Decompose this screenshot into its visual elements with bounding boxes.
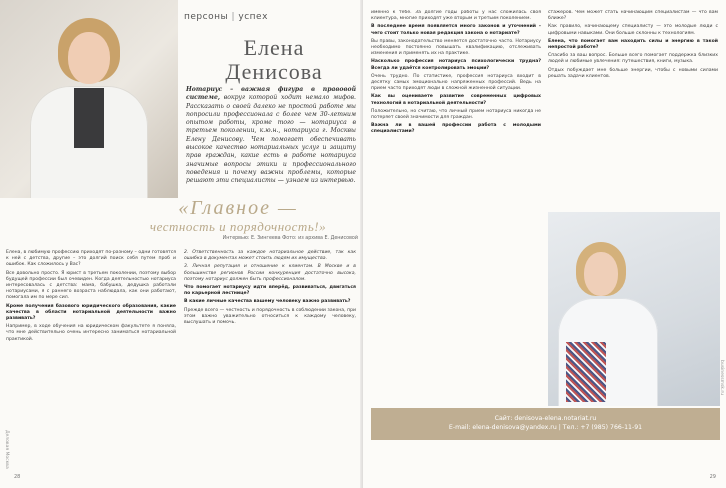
paragraph: именно к тебе. За долгие годы работы у нас сложилась своя клиентура, многие приходят уже вторым и третьим поколением. [371,10,541,22]
intro-paragraph [186,86,356,186]
question: В какие личные качества вашему человеку важно развивать? [184,299,351,305]
paragraph: Например, в ходе обучения на юридическом факультете я поняла, что мне действительно очень интересно заниматься нотариальной практикой. [6,324,176,342]
paragraph: 2. Ответственность за каждое нотариальное действие, так как ошибка в документах может стоить людям их имущества. [184,250,356,262]
last-name: Денисова [225,59,323,84]
portrait-photo [0,0,178,198]
question: Как вы оцениваете развитие современных цифровых технологий в нотариальной деятельности? [371,94,541,106]
paragraph: стажеров. Чем может стать начинающим специалистам — что вам ближе? [548,10,718,22]
paragraph: Спасибо за ваш вопрос. Больше всего помогает поддержка близких людей и любимые увлечения: путешествия, книги, музыка. [548,53,718,65]
question: Елена, что помогает вам находить силы и энергию в такой непростой работе? [548,38,718,51]
paragraph: 3. Личная репутация и отношение к клиентам. В Москве и в большинстве регионов России конкуренция достаточно высока, поэтому нотариус должен быть профессионалом. [184,264,356,282]
contact-box [371,408,720,440]
intro-text: вокруг которой ходит немало мифов. Рассказать о своей далеко не простой работе мы попросили профессионала с более чем 30-летним опытом работы, кроме того — нотариуса в третьем поколении, к.ю.н., нотариуса г. Москвы Елену Денисову. Чем помогает обеспечивать высокое качество нотариальных услуг и защиту прав граждан, какие есть в работе нотариуса значимые вопросы этики и профессионального поведения и почему важны проблемы, которые решают эти специалисты — узнаем из интервью. [186,94,356,185]
first-name: Елена [243,35,305,60]
photo-credits: Интервью: Е. Зингеева Фото: из архива Е. Денисовой [222,236,358,241]
page-number-right: 29 [709,474,716,480]
left-column-1 [6,250,176,345]
page-number-left: 28 [14,474,21,480]
subsection-name: успех [238,12,268,22]
paragraph: Елена, в любимую профессию приходят по-разному – одни готовятся к ней с детства, другие – это долгий поиск себя путем проб и ошибок. Как сложилось у Вас? [6,250,176,268]
intro-lead: Нотариус – важная фигура в правовой системе, [186,86,356,102]
paragraph: Прежде всего — честность и порядочность в соблюдении закона, при этом важно уважительно относиться к каждому человеку, выслушать и помочь. [184,307,356,326]
question: В последнее время появляется много законов и уточнений – чего стоит только новая редакция закона о нотариате? [371,24,541,36]
paragraph: Положительно, но считаю, что личный прием нотариуса никогда не потеряет своей значимости для граждан. [371,108,541,121]
quote-line-1: «Главное — [178,197,298,219]
spine-text-right: businessmsk.ru [719,360,724,396]
person-name [190,36,358,84]
section-separator: | [231,12,236,22]
contact-email-phone: E-mail: elena-denisova@yandex.ru | Тел.: +7 (985) 766-11-91 [448,424,643,431]
paragraph: Как правило, начинающему специалисту — это молодые люди с цифровыми навыками. Они больше склонны к технологиям. [548,24,718,36]
paragraph: Все довольно просто. Я юрист в третьем поколении, поэтому выбор будущей профессии был очевиден. Когда деятельностью нотариуса интересовалась с детства: мама, бабушка, дедушка работали нотариусами, я с раннего возраста наблюдала, как они работают, помогала им по мере сил. [6,270,176,301]
portrait-photo-2 [548,212,720,406]
paragraph: Очень трудно. По статистике, профессия нотариуса входит в десятку самых эмоционально напряженных профессий. Ведь на прием часто приходят люди в сложной жизненной ситуации. [371,73,541,92]
question: Насколько профессия нотариуса психологически трудна? Всегда ли удаётся контролировать эмоции? [371,59,541,71]
question: Кроме получения базового юридического образования, какие качества в области нотариальной деятельности важно развивать? [6,303,176,322]
question: Что помогает нотариусу идти вперёд, развиваться, двигаться по карьерной лестнице? [184,285,356,297]
right-page [363,0,726,488]
section-name: персоны [184,12,229,22]
right-column-1 [371,10,541,405]
quote-line-2: честность и порядочность!» [149,219,327,234]
paragraph: Отдых побуждает мне больше энергии, чтобы с новыми силами решать задачи клиентов. [548,67,718,79]
spine-text-left: Деловая Москва [4,430,9,469]
section-label [184,12,268,22]
question: Важна ли в вашей профессии работа с молодыми специалистами? [371,123,541,135]
contact-site: Сайт: denisova-elena.notariat.ru [494,415,597,422]
right-column-2 [548,10,718,206]
left-column-2 [184,250,356,328]
pull-quote [118,198,358,235]
paragraph: Вы правы, законодательство меняется достаточно часто. Нотариусу необходимо постоянно повышать квалификацию, отслеживать изменения и применять их на практике. [371,38,541,57]
